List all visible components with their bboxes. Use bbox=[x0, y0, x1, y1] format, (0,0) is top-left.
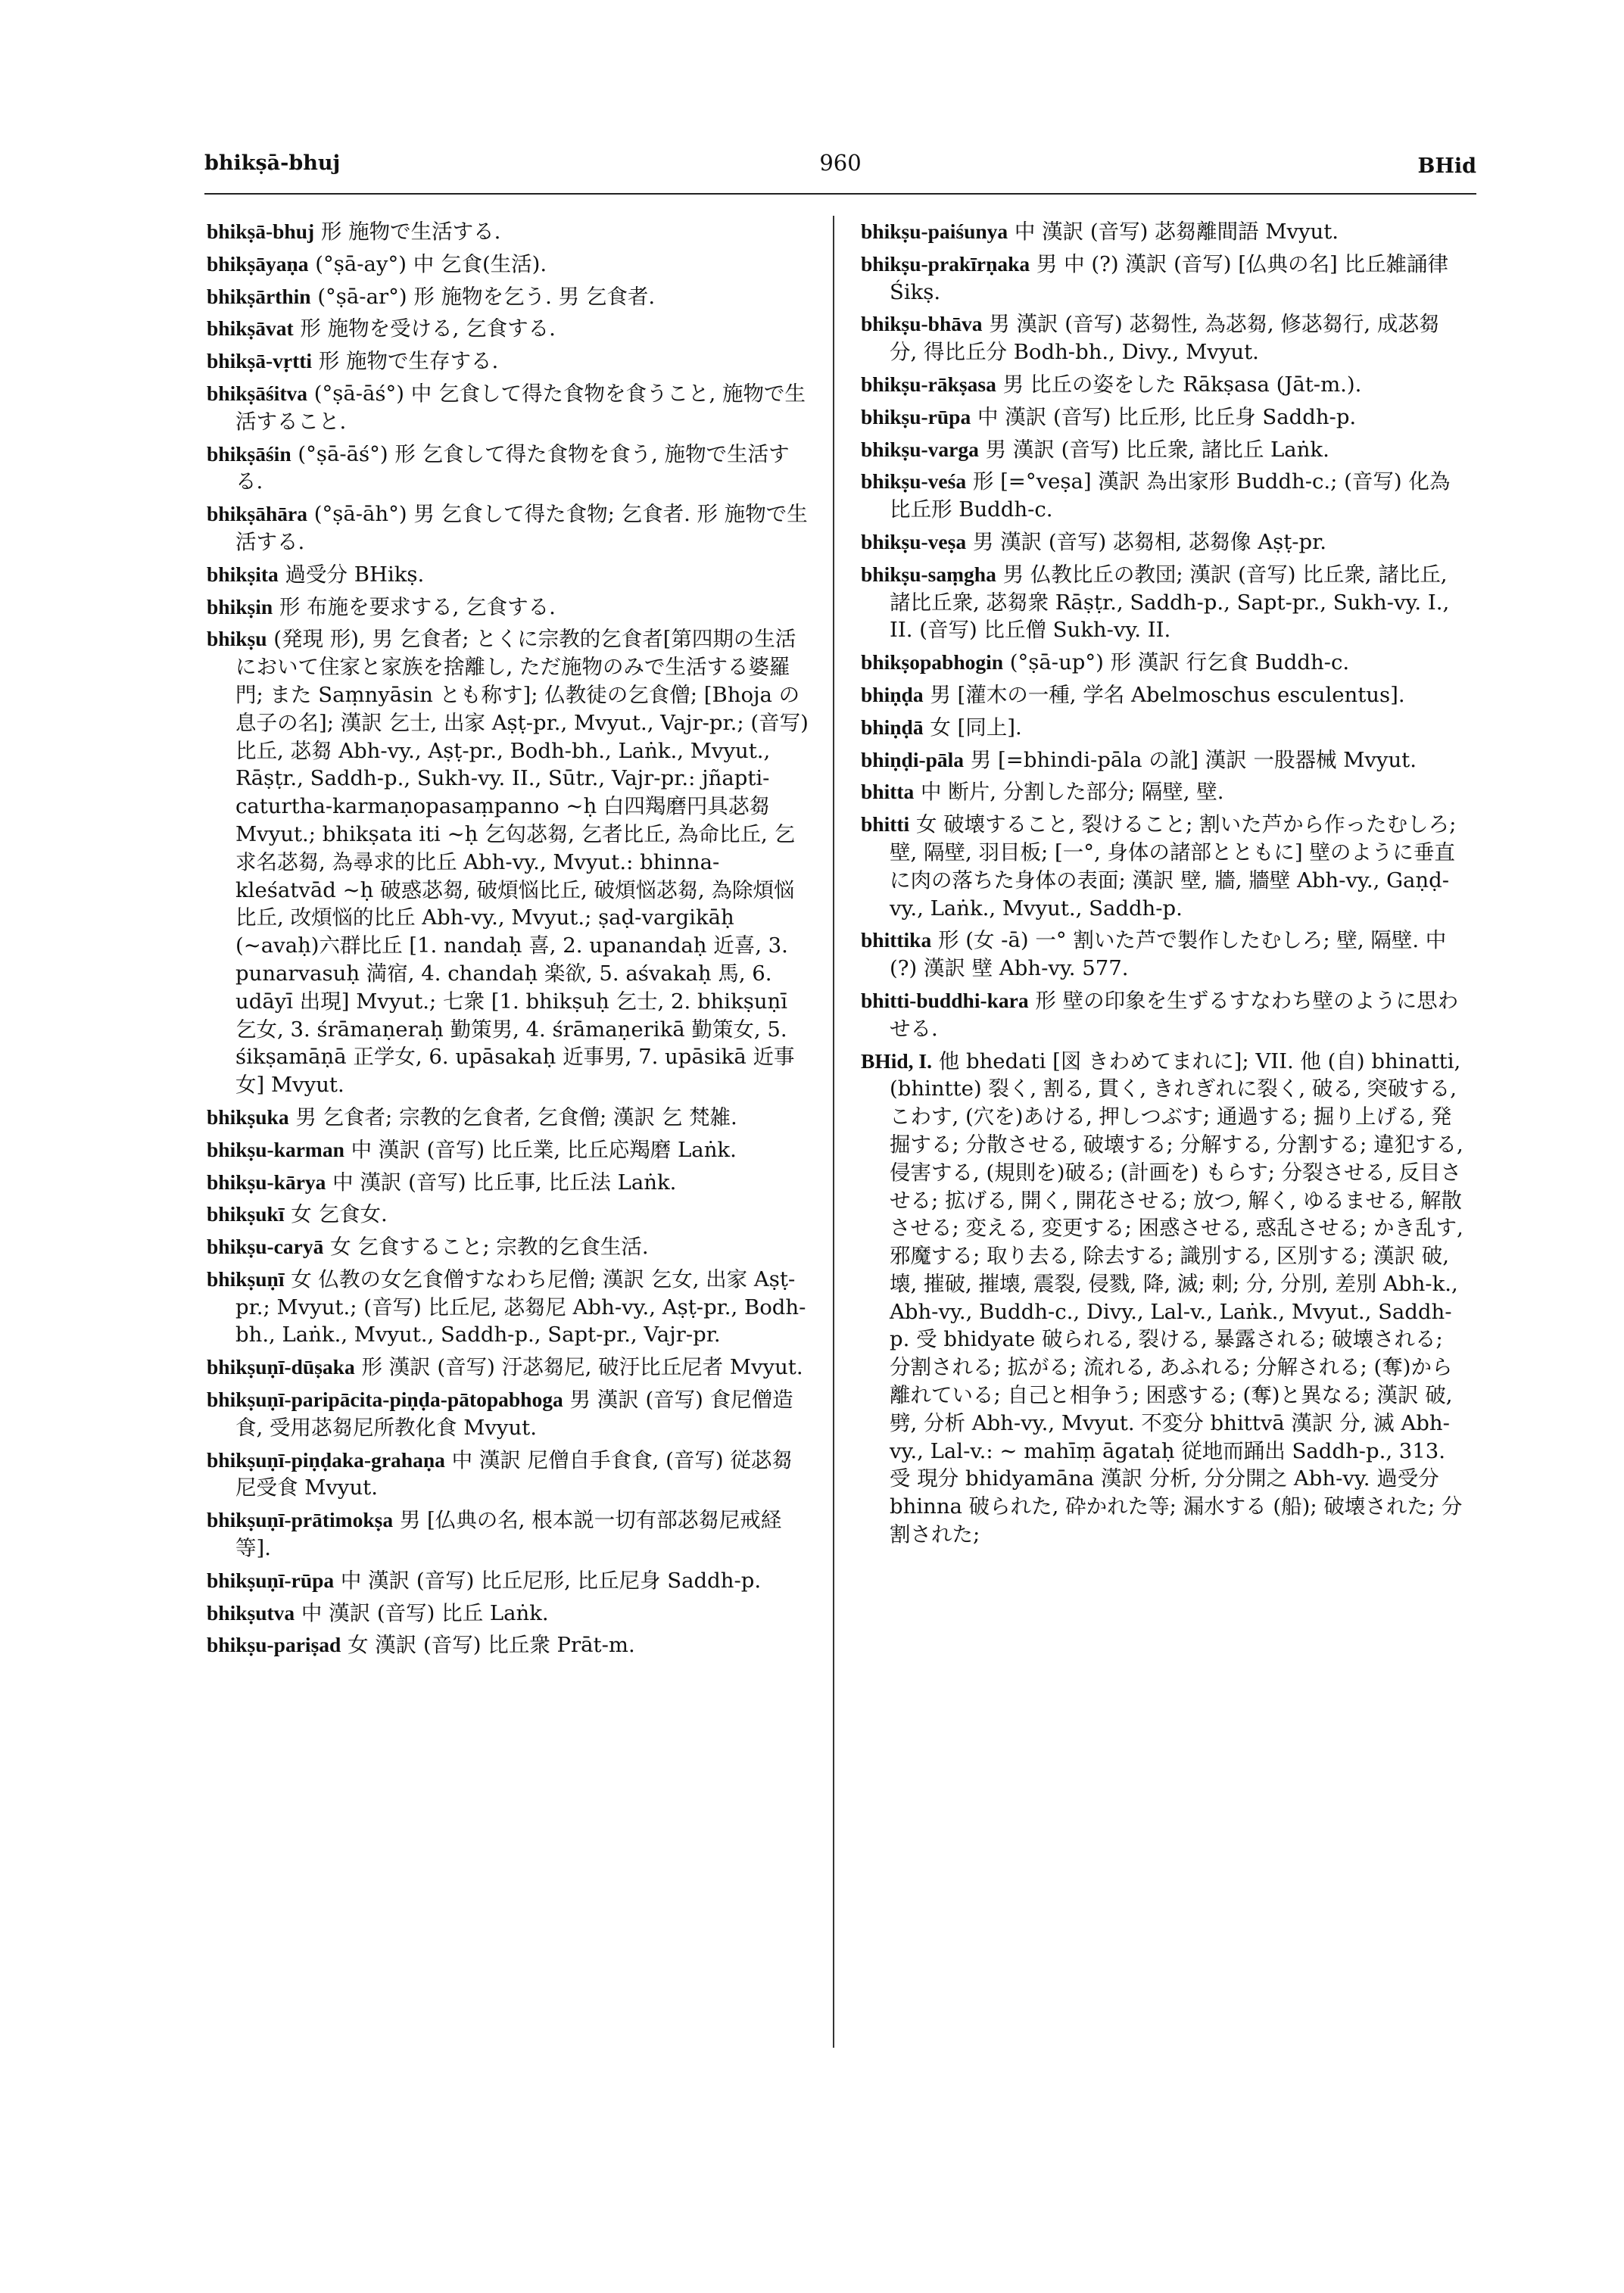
entry-headword: bhikṣutva bbox=[207, 1600, 295, 1625]
dictionary-entry bbox=[861, 310, 1467, 366]
entry-definition: (°ṣā-ar°) 形 施物を乞う. 男 乞食者. bbox=[310, 284, 656, 309]
dictionary-entry bbox=[861, 1048, 1467, 1549]
entry-definition: 形 施物で生活する. bbox=[314, 220, 501, 244]
entry-definition: 中 断片, 分割した部分; 隔壁, 壁. bbox=[914, 780, 1224, 805]
entry-definition: 中 漢訳 (音写) 比丘尼形, 比丘尼身 Saddh-p. bbox=[334, 1568, 762, 1593]
entry-definition: 形 施物で生存する. bbox=[312, 349, 499, 374]
entry-definition: 女 仏教の女乞食僧すなわち尼僧; 漢訳 乞女, 出家 Aṣṭ-pr.; Mvyut.; (音写) 比丘尼, 苾芻尼 Abh-vy., Aṣṭ-pr., Bodh-bh., Laṅk., Mvyut., Saddh-p., Sapt-pr., Vajr-pr. bbox=[235, 1266, 806, 1347]
entry-headword: bhikṣāhāra bbox=[207, 502, 307, 526]
entry-headword: bhikṣu-paiśunya bbox=[861, 220, 1008, 243]
entry-headword: BHid, I. bbox=[861, 1048, 932, 1073]
entry-definition: 男 漢訳 (音写) 苾芻性, 為苾芻, 修苾芻行, 成苾芻分, 得比丘分 Bodh-bh., Divy., Mvyut. bbox=[890, 312, 1440, 365]
entry-headword: bhikṣu-kārya bbox=[207, 1170, 326, 1194]
dictionary-entry bbox=[861, 218, 1467, 246]
entry-headword: bhikṣu-saṃgha bbox=[861, 562, 996, 586]
entry-definition: 形 漢訳 (音写) 汙苾芻尼, 破汙比丘尼者 Mvyut. bbox=[354, 1355, 803, 1380]
entry-definition: 形 壁の印象を生ずるすなわち壁のように思わせる. bbox=[890, 988, 1459, 1041]
entry-headword: bhikṣu-karman bbox=[207, 1137, 344, 1161]
dictionary-entry bbox=[207, 218, 812, 246]
dictionary-entry bbox=[207, 561, 812, 589]
entry-definition: 男 仏教比丘の教団; 漢訳 (音写) 比丘衆, 諸比丘, 諸比丘衆, 苾芻衆 Rāṣṭr., Saddh-p., Sapt-pr., Sukh-vy. I., II. (音写) 比丘僧 Sukh-vy. II. bbox=[890, 562, 1450, 643]
entry-headword: bhikṣukī bbox=[207, 1202, 285, 1226]
header-right-guideword: BHid bbox=[1417, 154, 1476, 178]
entry-definition: 男 [=bhindi-pāla の訛] 漢訳 一股器械 Mvyut. bbox=[964, 747, 1417, 772]
entry-definition: 男 乞食者; 宗教的乞食者, 乞食僧; 漢訳 乞 梵雑. bbox=[288, 1104, 737, 1129]
entry-headword: bhikṣin bbox=[207, 594, 273, 618]
entry-definition: 男 比丘の姿をした Rākṣasa (Jāt-m.). bbox=[996, 372, 1362, 397]
entry-headword: bhikṣu-pariṣad bbox=[207, 1633, 341, 1657]
entry-definition: (発現 形), 男 乞食者; とくに宗教的乞食者[第四期の生活において住家と家族を捨離し, ただ施物のみで生活する婆羅門; また Saṃnyāsin とも称す]; 仏教徒の乞食僧; [Bhoja の息子の名]; 漢訳 乞士, 出家 Aṣṭ-pr., Mvyut., Vajr-pr.; (音写) 比丘, 苾芻 Abh-vy., Aṣṭ-pr., Bodh-bh., Laṅk., Mvyut., Rāṣṭr., Saddh-p., Sukh-vy. II., Sūtr., Vajr-pr.: jñapti-caturtha-karmaṇopasaṃpanno ∼ḥ 白四羯磨円具苾芻 Mvyut.; bhikṣata iti ∼ḥ 乞匃苾芻, 乞者比丘, 為命比丘, 乞求名苾芻, 為尋求的比丘 Abh-vy., Mvyut.: bhinna-kleśatvād ∼ḥ 破惑苾芻, 破煩悩比丘, 破煩悩苾芻, 為除煩悩比丘, 改煩悩的比丘 Abh-vy., Mvyut.; ṣaḍ-vargikāḥ (∼avaḥ)六群比丘 [1. nandaḥ 喜, 2. upanandaḥ 近喜, 3. punarvasuḥ 満宿, 4. chandaḥ 楽欲, 5. aśvakaḥ 馬, 6. udāyī 出現] Mvyut.; 七衆 [1. bhikṣuḥ 乞士, 2. bhikṣuṇī 乞女, 3. śrāmaṇeraḥ 勤策男, 4. śrāmaṇerikā 勤策女, 5. śikṣamāṇā 正学女, 6. upāsakaḥ 近事男, 7. upāsikā 近事女] Mvyut. bbox=[235, 627, 809, 1098]
entry-definition: 男 漢訳 (音写) 比丘衆, 諸比丘 Laṅk. bbox=[978, 437, 1329, 462]
dictionary-entry bbox=[207, 1169, 812, 1197]
entry-headword: bhikṣu-veṣa bbox=[861, 529, 967, 553]
entry-definition: 女 乞食すること; 宗教的乞食生活. bbox=[323, 1235, 649, 1260]
entry-definition: 形 [=°veṣa] 漢訳 為出家形 Buddh-c.; (音写) 化為比丘形 Buddh-c. bbox=[890, 469, 1451, 522]
entry-definition: 中 漢訳 尼僧自手食食, (音写) 従苾芻尼受食 Mvyut. bbox=[235, 1447, 793, 1500]
dictionary-entry bbox=[861, 927, 1467, 983]
entry-definition: 男 [灌木の一種, 学名 Abelmoschus esculentus]. bbox=[923, 682, 1405, 707]
entry-headword: bhitta bbox=[861, 780, 915, 804]
dictionary-entry bbox=[861, 371, 1467, 399]
dictionary-entry bbox=[861, 681, 1467, 709]
dictionary-entry bbox=[861, 811, 1467, 922]
entry-definition: (°ṣā-ay°) 中 乞食(生活). bbox=[308, 251, 547, 276]
entry-headword: bhikṣita bbox=[207, 562, 279, 586]
entry-headword: bhikṣu-bhāva bbox=[861, 312, 983, 336]
entry-definition: 形 施物を受ける, 乞食する. bbox=[293, 316, 556, 341]
dictionary-entry bbox=[207, 315, 812, 343]
page-header bbox=[204, 144, 1476, 189]
dictionary-entry bbox=[207, 380, 812, 436]
dictionary-entry bbox=[207, 1201, 812, 1229]
entry-headword: bhikṣuṇī-piṇḍaka-grahaṇa bbox=[207, 1447, 445, 1472]
entry-definition: 中 漢訳 (音写) 比丘業, 比丘応羯磨 Laṅk. bbox=[344, 1137, 737, 1162]
dictionary-entry bbox=[207, 1354, 812, 1382]
entry-headword: bhitti bbox=[861, 812, 910, 837]
entry-definition: 男 漢訳 (音写) 苾芻相, 苾芻像 Aṣṭ-pr. bbox=[966, 529, 1327, 554]
entry-definition: 男 中 (?) 漢訳 (音写) [仏典の名] 比丘雑誦律 Śikṣ. bbox=[890, 251, 1448, 304]
dictionary-entry bbox=[207, 1631, 812, 1659]
entry-headword: bhikṣu-prakīrṇaka bbox=[861, 251, 1030, 276]
dictionary-entry bbox=[861, 714, 1467, 742]
entry-headword: bhikṣuṇī bbox=[207, 1266, 285, 1291]
column-divider bbox=[833, 216, 834, 2048]
entry-definition: 女 破壊すること, 裂けること; 割いた芦から作ったむしろ; 壁, 隔壁, 羽目板; [一°, 身体の諸部とともに] 壁のように垂直に肉の落ちた身体の表面; 漢訳 壁, 牆, 牆壁 Abh-vy., Gaṇḍ-vy., Laṅk., Mvyut., Saddh-p. bbox=[890, 812, 1457, 921]
entry-headword: bhikṣā-bhuj bbox=[207, 220, 315, 243]
dictionary-entry bbox=[207, 1600, 812, 1628]
dictionary-entry bbox=[207, 1386, 812, 1442]
entry-definition: (°ṣā-āś°) 形 乞食して得た食物を食う, 施物で生活する. bbox=[235, 441, 790, 494]
entry-definition: (°ṣā-up°) 形 漢訳 行乞食 Buddh-c. bbox=[1003, 650, 1350, 675]
dictionary-entry bbox=[861, 436, 1467, 464]
entry-definition: 形 (女 -ā) 一° 割いた芦で製作したむしろ; 壁, 隔壁. 中 (?) 漢訳 壁 Abh-vy. 577. bbox=[890, 928, 1447, 981]
entry-headword: bhikṣuṇī-prātimokṣa bbox=[207, 1508, 394, 1532]
dictionary-entry bbox=[861, 649, 1467, 677]
entry-definition: 中 漢訳 (音写) 苾芻離間語 Mvyut. bbox=[1008, 220, 1339, 244]
entry-headword: bhikṣā-vṛtti bbox=[207, 349, 313, 373]
dictionary-entry bbox=[207, 500, 812, 556]
entry-headword: bhiṇḍa bbox=[861, 682, 924, 706]
entry-definition: 他 bhedati [図 きわめてまれに]; VII. 他 (自) bhinatti, (bhintte) 裂く, 割る, 貫く, きれぎれに裂く, 破る, 突破する, こわす, (穴を)あける, 押しつぶす; 通過する; 掘り上げる, 発掘する; 分散させる, 破壊する; 分解する, 分割する; 違犯する, 侵害する, (規則を)破る; (計画を) もらす; 分裂させる, 反目させる; 拡げる, 開く, 開花させる; 放つ, 解く, ゆるませる, 解散させる; 変える, 変更する; 困惑させる, 惑乱させる; かき乱す, 邪魔する; 取り去る, 除去する; 識別する, 区別する; 漢訳 破, 壊, 摧破, 摧壊, 震裂, 侵戮, 降, 滅; 刺; 分, 分別, 差別 Abh-k., Abh-vy., Buddh-c., Divy., Lal-v., Laṅk., Mvyut., Saddh-p. 受 bhidyate 破られる, 裂ける, 暴露される; 破壊される; 分割される; 拡がる; 流れる, あふれる; 分解される; (奪)から離れている; 自己と相争う; 困惑する; (奪)と異なる; 漢訳 破, 劈, 分析 Abh-vy., Mvyut. 不変分 bhittvā 漢訳 分, 滅 Abh-vy., Lal-v.: ∼ mahīṃ āgataḥ 従地而踊出 Saddh-p., 313. 受 現分 bhidyamāna 漢訳 分析, 分分開之 Abh-vy. 過受分 bhinna 破られた, 砕かれた等; 漏水する (船); 破壊された; 分割された; bbox=[890, 1048, 1463, 1547]
page-number: 960 bbox=[819, 150, 862, 176]
entry-headword: bhikṣuṇī-rūpa bbox=[207, 1568, 335, 1592]
dictionary-entry bbox=[861, 403, 1467, 431]
dictionary-entry bbox=[861, 468, 1467, 524]
dictionary-entry bbox=[207, 347, 812, 375]
dictionary-entry bbox=[207, 1266, 812, 1349]
entry-headword: bhikṣāyaṇa bbox=[207, 251, 309, 276]
entry-definition: (°ṣā-āś°) 中 乞食して得た食物を食うこと, 施物で生活すること. bbox=[235, 381, 806, 434]
dictionary-entry bbox=[861, 528, 1467, 556]
dictionary-entry bbox=[207, 1104, 812, 1132]
entry-definition: 過受分 BHikṣ. bbox=[278, 562, 425, 587]
entry-headword: bhikṣu-caryā bbox=[207, 1235, 324, 1259]
entry-headword: bhikṣopabhogin bbox=[861, 650, 1004, 675]
dictionary-entry bbox=[861, 987, 1467, 1043]
header-rule bbox=[204, 193, 1476, 195]
right-column bbox=[861, 218, 1467, 1553]
entry-definition: 中 漢訳 (音写) 比丘事, 比丘法 Laṅk. bbox=[326, 1170, 677, 1195]
entry-headword: bhikṣu-veśa bbox=[861, 469, 967, 494]
entry-headword: bhittika bbox=[861, 928, 932, 952]
entry-definition: 女 [同上]. bbox=[923, 715, 1022, 740]
entry-headword: bhikṣu-rūpa bbox=[861, 404, 971, 428]
entry-headword: bhikṣuṇī-dūṣaka bbox=[207, 1355, 355, 1379]
entry-headword: bhikṣuṇī-paripācita-piṇḍa-pātopabhoga bbox=[207, 1388, 563, 1412]
entry-headword: bhitti-buddhi-kara bbox=[861, 988, 1029, 1012]
dictionary-entry bbox=[207, 441, 812, 497]
entry-definition: 中 漢訳 (音写) 比丘 Laṅk. bbox=[295, 1600, 549, 1625]
dictionary-entry bbox=[207, 594, 812, 622]
dictionary-entry bbox=[207, 251, 812, 279]
dictionary-entry bbox=[207, 625, 812, 1099]
dictionary-entry bbox=[861, 561, 1467, 644]
dictionary-entry bbox=[207, 283, 812, 311]
dictionary-entry bbox=[207, 1567, 812, 1595]
entry-definition: 男 [仏典の名, 根本説一切有部苾芻尼戒経等]. bbox=[235, 1508, 782, 1561]
dictionary-entry bbox=[861, 778, 1467, 806]
header-left-guideword: bhikṣā-bhuj bbox=[204, 151, 341, 175]
dictionary-entry bbox=[861, 746, 1467, 774]
dictionary-entry bbox=[207, 1447, 812, 1503]
entry-definition: 男 漢訳 (音写) 食尼僧造食, 受用苾芻尼所教化食 Mvyut. bbox=[235, 1388, 793, 1440]
dictionary-entry bbox=[207, 1506, 812, 1562]
dictionary-entry bbox=[207, 1233, 812, 1261]
entry-definition: 中 漢訳 (音写) 比丘形, 比丘身 Saddh-p. bbox=[971, 404, 1357, 429]
entry-headword: bhikṣuka bbox=[207, 1104, 289, 1129]
entry-headword: bhikṣu bbox=[207, 627, 267, 651]
entry-headword: bhikṣāśin bbox=[207, 441, 291, 466]
entry-headword: bhikṣāśitva bbox=[207, 381, 307, 405]
entry-headword: bhiṇḍi-pāla bbox=[861, 747, 965, 771]
entry-definition: 形 布施を要求する, 乞食する. bbox=[273, 594, 556, 619]
entry-headword: bhikṣāvat bbox=[207, 316, 294, 341]
entry-headword: bhikṣu-rākṣasa bbox=[861, 372, 996, 396]
dictionary-entry bbox=[861, 251, 1467, 307]
entry-definition: 女 乞食女. bbox=[284, 1202, 388, 1227]
entry-headword: bhikṣu-varga bbox=[861, 437, 979, 461]
entry-headword: bhiṇḍā bbox=[861, 715, 924, 739]
entry-headword: bhikṣārthin bbox=[207, 284, 311, 308]
dictionary-entry bbox=[207, 1136, 812, 1164]
entry-definition: 女 漢訳 (音写) 比丘衆 Prāt-m. bbox=[341, 1633, 635, 1658]
left-column bbox=[207, 218, 812, 1664]
entry-definition: (°ṣā-āh°) 男 乞食して得た食物; 乞食者. 形 施物で生活する. bbox=[235, 502, 808, 554]
